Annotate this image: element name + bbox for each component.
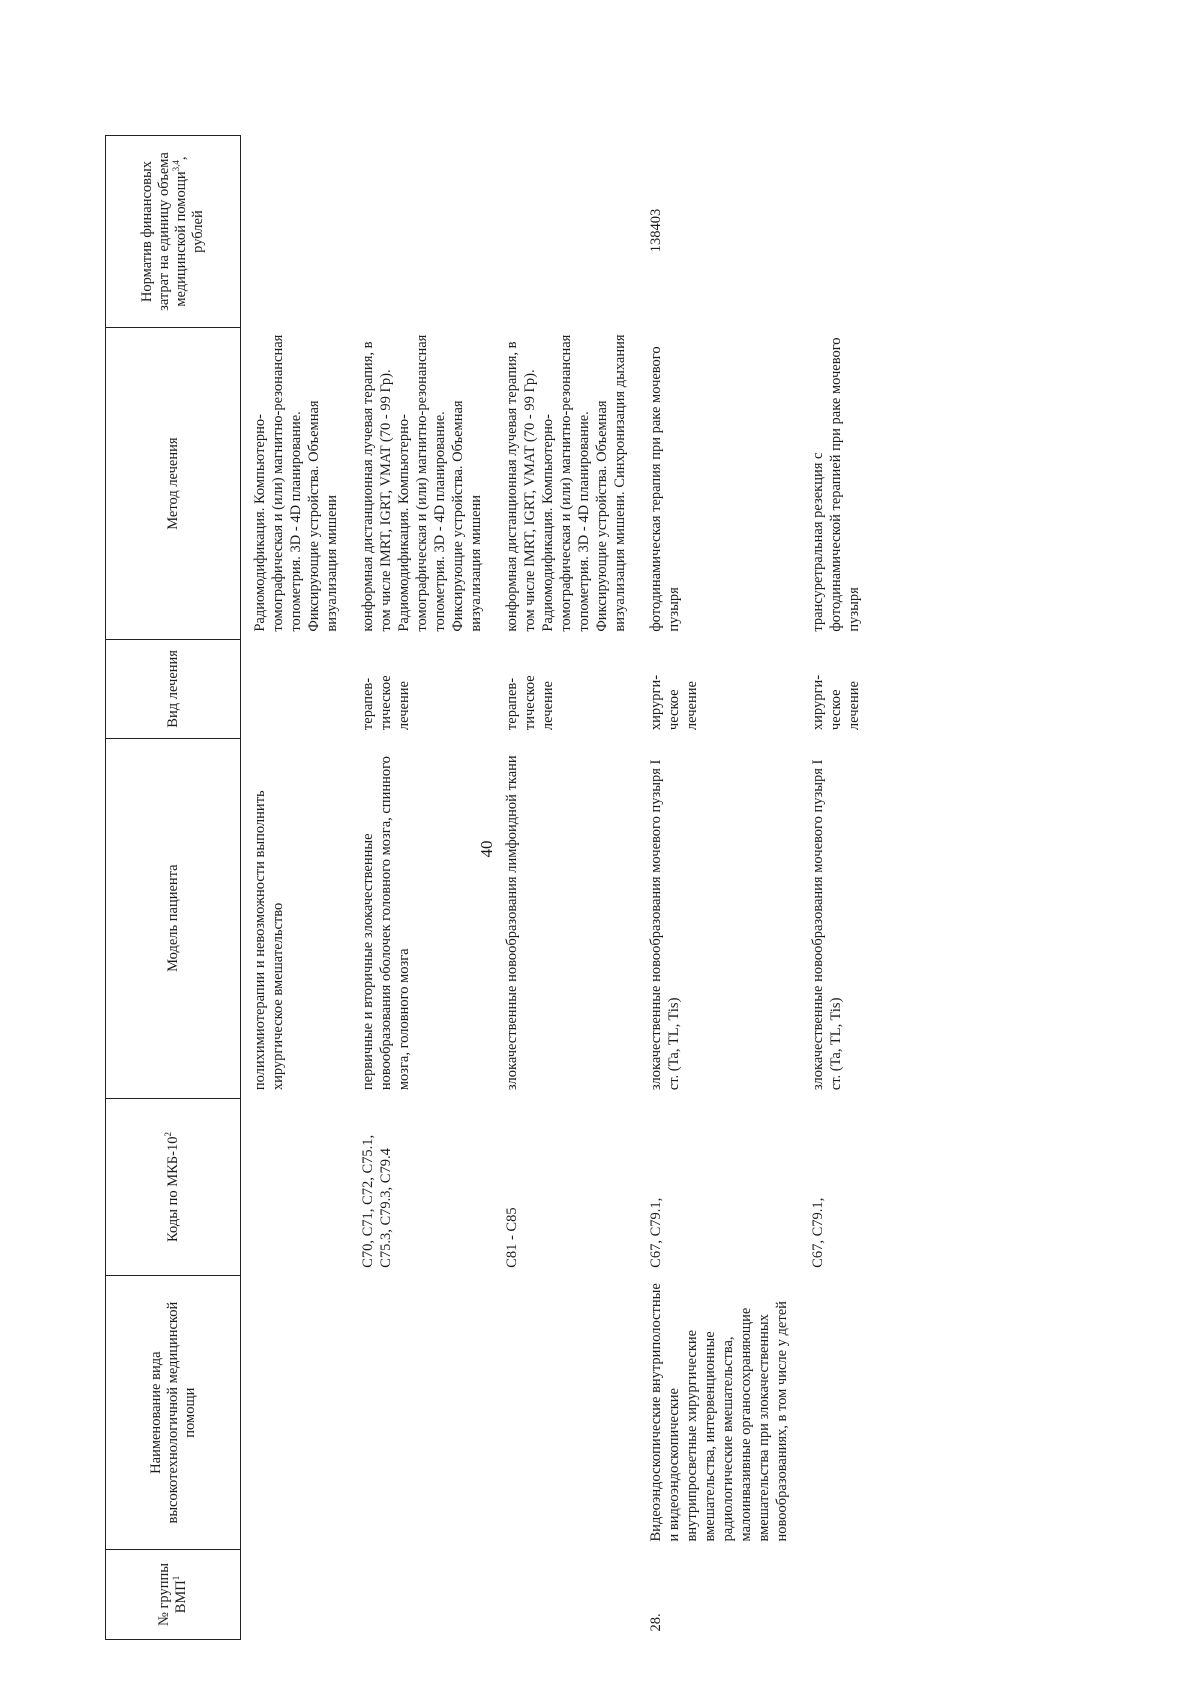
table-row — [493, 136, 637, 1640]
cell-icd-codes — [241, 1098, 350, 1276]
cell-patient-model: злокачественные новообразования мочевого пузыря I ст. (Ta, TL, Tis) — [648, 759, 682, 1091]
cell-group-number — [241, 1549, 350, 1639]
table-row — [241, 136, 350, 1640]
cell-cost-norm — [799, 136, 871, 328]
cell-icd-codes: C67, C79.1, — [648, 1197, 664, 1268]
cell-vmp-name — [799, 1276, 871, 1550]
rotated-page — [0, 100, 1100, 1700]
header-vmp-name: Наименование вида высокотехнологичной медицинской помощи — [106, 1276, 241, 1550]
cell-vmp-name: Видеоэндоскопические внутриполостные и видеоэндоскопические внутрипросветные хирургические вмешательства, интервенционные радиологические вмешательства, малоинвазивные органосохраняющие вмешательства при злокачественных новообразованиях, в том числе у детей — [648, 1283, 790, 1542]
page-number: 40 — [477, 840, 496, 858]
header-icd-codes: Коды по МКБ-$10^2$ — [106, 1098, 241, 1276]
cell-patient-model: злокачественные новообразования мочевого пузыря I ст. (Ta, TL, Tis) — [810, 759, 844, 1091]
header-treatment-method: Метод лечения — [106, 328, 241, 640]
cell-group-number — [349, 1549, 493, 1639]
cell-treatment-method: фотодинамическая терапия при раке мочевого пузыря — [648, 346, 682, 632]
cell-treatment-type: хирурги-ческое лечение — [810, 674, 862, 731]
header-cost-norm: Норматив финансовых затрат на единицу объема медицинской помощи$^{3,4}$, рублей — [106, 136, 241, 328]
cell-vmp-name — [241, 1276, 350, 1550]
table-row — [799, 136, 871, 1640]
cell-patient-model: полихимиотерапии и невозможности выполнить хирургическое вмешательство — [252, 790, 286, 1091]
header-patient-model: Модель пациента — [106, 738, 241, 1098]
cell-treatment-method: конформная дистанционная лучевая терапия, в том числе IMRT, IGRT, VMAT (70 - 99 Гр). Радиомодификация. Компьютерно-томографическая и (или) магнитно-резонансная топометрия. 3D - 4D планирование. Фиксирующие устройства. Объемная визуализация мишени. Синхронизация дыхания — [504, 334, 628, 632]
table-header-row — [106, 136, 241, 1640]
cell-cost-norm — [493, 136, 637, 328]
cell-vmp-name — [349, 1276, 493, 1550]
cell-treatment-type: терапев-тическое лечение — [504, 675, 556, 731]
cell-icd-codes: C67, C79.1, — [810, 1197, 826, 1268]
cell-treatment-type: хирурги-ческое лечение — [648, 674, 700, 731]
cell-cost-norm — [349, 136, 493, 328]
vmp-table — [105, 135, 871, 1640]
cell-group-number — [799, 1549, 871, 1639]
cell-patient-model: первичные и вторичные злокачественные новообразования оболочек головного мозга, спинного мозга, головного мозга — [360, 756, 412, 1091]
cell-cost-norm — [241, 136, 350, 328]
cell-treatment-method: Радиомодификация. Компьютерно-томографическая и (или) магнитно-резонансная топометрия. 3D - 4D планирование. Фиксирующие устройства. Объемная визуализация мишени — [252, 334, 340, 632]
header-treatment-type: Вид лечения — [106, 640, 241, 738]
table-row — [637, 136, 799, 1640]
cell-icd-codes: C70, C71, C72, C75.1, C75.3, C79.3, C79.4 — [360, 1134, 394, 1268]
cell-treatment-type: терапев-тическое лечение — [360, 675, 412, 731]
cell-icd-codes: C81 - C85 — [504, 1207, 520, 1268]
cell-vmp-name — [493, 1276, 637, 1550]
cell-group-number — [493, 1549, 637, 1639]
cell-treatment-method: конформная дистанционная лучевая терапия, в том числе IMRT, IGRT, VMAT (70 - 99 Гр). Радиомодификация. Компьютерно-томографическая и (или) магнитно-резонансная топометрия. 3D - 4D планирование. Фиксирующие устройства. Объемная визуализация мишени — [360, 334, 484, 632]
cell-treatment-method: трансуретральная резекция с фотодинамической терапией при раке мочевого пузыря — [810, 337, 862, 632]
cell-cost-norm: 138403 — [648, 208, 664, 253]
cell-treatment-type — [241, 640, 350, 738]
header-group-number: № группы ВМП$^1$ — [106, 1549, 241, 1639]
cell-patient-model: злокачественные новообразования лимфоидной ткани — [504, 755, 520, 1091]
cell-group-number: 28. — [648, 1613, 664, 1632]
table-row — [349, 136, 493, 1640]
